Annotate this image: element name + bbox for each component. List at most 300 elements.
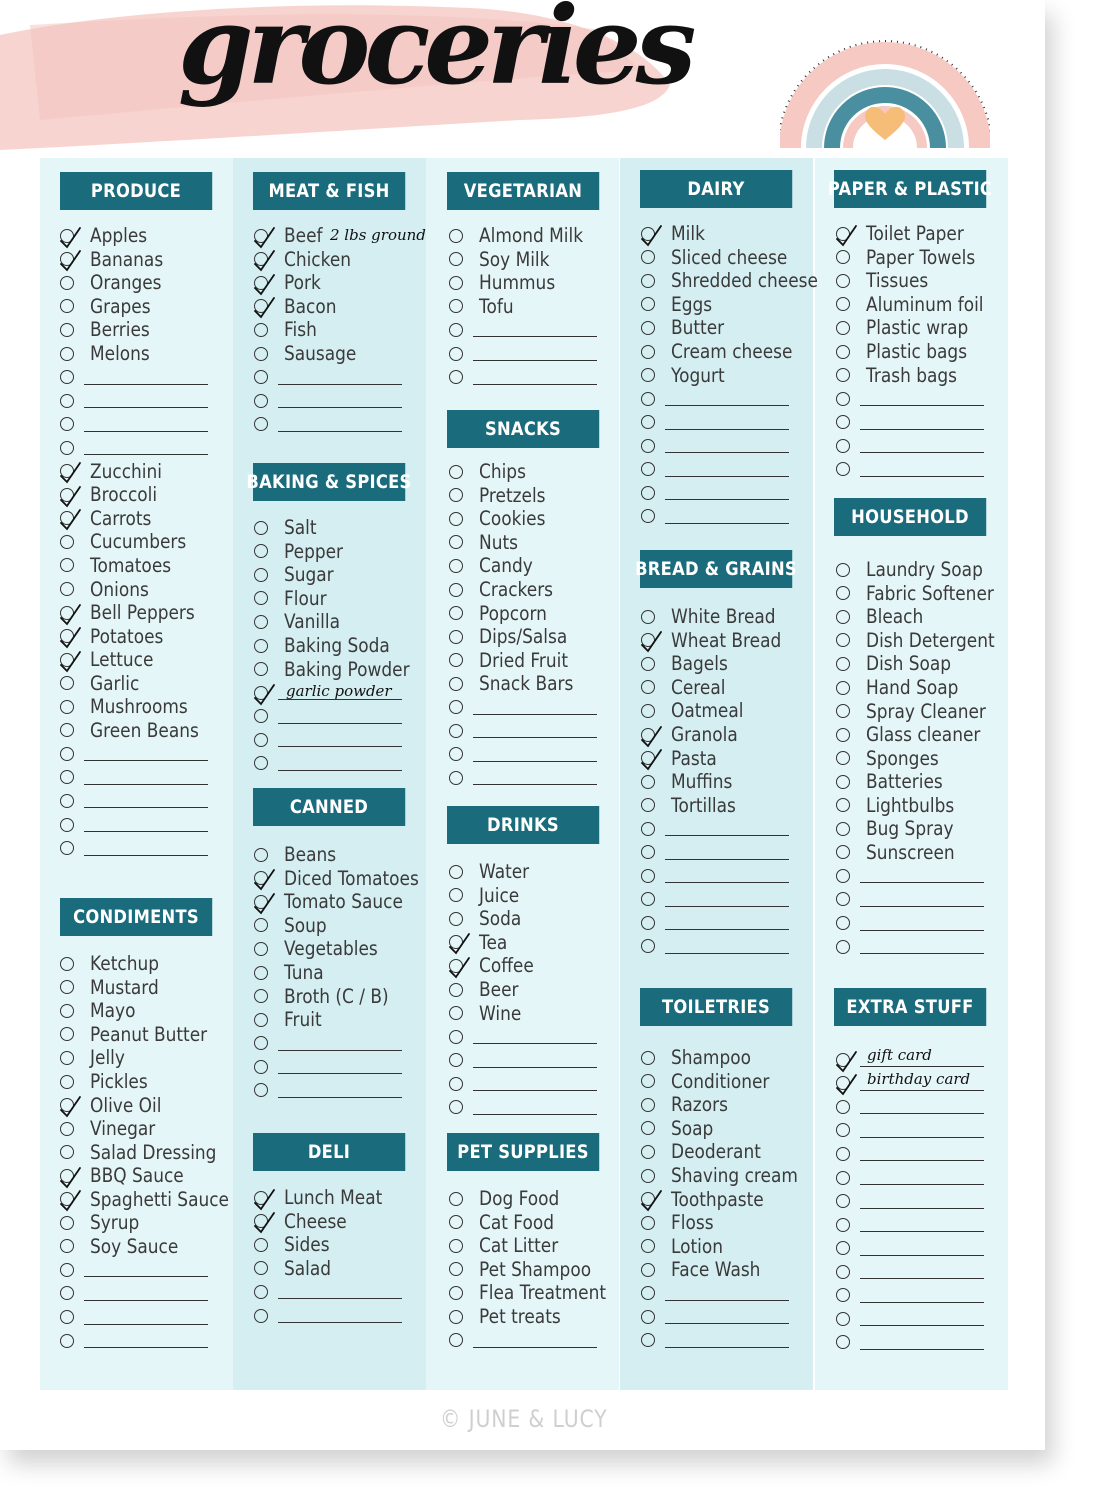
blank-write-line[interactable] xyxy=(665,523,789,524)
checkbox-circle[interactable] xyxy=(254,544,268,558)
list-item[interactable] xyxy=(836,316,1026,340)
checkbox-circle[interactable] xyxy=(641,822,655,836)
list-item[interactable] xyxy=(60,1117,250,1141)
checkbox-circle[interactable] xyxy=(641,1310,655,1324)
blank-write-line[interactable] xyxy=(84,1324,208,1325)
list-item[interactable] xyxy=(641,1140,831,1164)
checkbox-circle[interactable] xyxy=(60,323,74,337)
list-item[interactable] xyxy=(449,554,639,578)
checkbox-circle[interactable] xyxy=(641,1074,655,1088)
checkbox-circle[interactable] xyxy=(60,1169,74,1183)
checkbox-circle[interactable] xyxy=(836,1123,850,1137)
checkbox-circle[interactable] xyxy=(60,1286,74,1300)
blank-write-line[interactable] xyxy=(665,953,789,954)
list-item[interactable] xyxy=(641,935,831,959)
list-item[interactable] xyxy=(836,269,1026,293)
list-item[interactable] xyxy=(641,1070,831,1094)
list-item[interactable] xyxy=(641,246,831,270)
checkbox-circle[interactable] xyxy=(836,462,850,476)
list-item[interactable] xyxy=(449,860,639,884)
checkbox-circle[interactable] xyxy=(449,983,463,997)
blank-write-line[interactable] xyxy=(860,1208,984,1209)
checkbox-circle[interactable] xyxy=(641,1098,655,1112)
checkbox-circle[interactable] xyxy=(254,989,268,1003)
checkbox-circle[interactable] xyxy=(449,747,463,761)
blank-write-line[interactable] xyxy=(473,737,597,738)
list-item[interactable] xyxy=(449,954,639,978)
checkbox-circle[interactable] xyxy=(836,563,850,577)
list-item[interactable] xyxy=(60,1235,250,1259)
checkbox-circle[interactable] xyxy=(449,1239,463,1253)
list-item[interactable] xyxy=(254,271,444,295)
checkbox-circle[interactable] xyxy=(836,845,850,859)
checkbox-circle[interactable] xyxy=(836,1288,850,1302)
checkbox-circle[interactable] xyxy=(641,869,655,883)
checkbox-circle[interactable] xyxy=(60,676,74,690)
checkbox-circle[interactable] xyxy=(641,1192,655,1206)
list-item[interactable] xyxy=(641,387,831,411)
checkbox-circle[interactable] xyxy=(641,1286,655,1300)
checkbox-circle[interactable] xyxy=(449,630,463,644)
checkbox-circle[interactable] xyxy=(449,347,463,361)
checkbox-circle[interactable] xyxy=(836,916,850,930)
list-item[interactable] xyxy=(836,558,1026,582)
list-item[interactable] xyxy=(60,624,250,648)
list-item[interactable] xyxy=(254,365,444,389)
checkbox-circle[interactable] xyxy=(449,1262,463,1276)
checkbox-circle[interactable] xyxy=(641,798,655,812)
list-item[interactable] xyxy=(60,507,250,531)
checkbox-circle[interactable] xyxy=(836,1147,850,1161)
list-item[interactable] xyxy=(254,318,444,342)
checkbox-circle[interactable] xyxy=(60,1216,74,1230)
blank-write-line[interactable] xyxy=(473,360,597,361)
checkbox-circle[interactable] xyxy=(836,751,850,765)
list-item[interactable] xyxy=(641,1211,831,1235)
checkbox-circle[interactable] xyxy=(836,610,850,624)
list-item[interactable] xyxy=(836,1166,1026,1190)
list-item[interactable] xyxy=(449,1258,639,1282)
checkbox-circle[interactable] xyxy=(254,1036,268,1050)
list-item[interactable] xyxy=(449,601,639,625)
blank-write-line[interactable] xyxy=(665,1347,789,1348)
list-item[interactable] xyxy=(254,1210,444,1234)
checkbox-circle[interactable] xyxy=(254,942,268,956)
checkbox-circle[interactable] xyxy=(641,1333,655,1347)
checkbox-circle[interactable] xyxy=(60,535,74,549)
checkbox-circle[interactable] xyxy=(60,1122,74,1136)
list-item[interactable] xyxy=(641,340,831,364)
list-item[interactable] xyxy=(60,671,250,695)
list-item[interactable] xyxy=(254,412,444,436)
checkbox-circle[interactable] xyxy=(254,417,268,431)
list-item[interactable] xyxy=(641,505,831,529)
checkbox-circle[interactable] xyxy=(641,680,655,694)
list-item[interactable] xyxy=(449,271,639,295)
checkbox-circle[interactable] xyxy=(641,633,655,647)
list-item[interactable] xyxy=(449,342,639,366)
checkbox-circle[interactable] xyxy=(254,252,268,266)
list-item[interactable] xyxy=(254,937,444,961)
list-item[interactable] xyxy=(254,1257,444,1281)
list-item[interactable] xyxy=(60,1188,250,1212)
checkbox-circle[interactable] xyxy=(836,1265,850,1279)
checkbox-circle[interactable] xyxy=(60,841,74,855)
blank-write-line[interactable] xyxy=(860,1090,984,1091)
list-item[interactable] xyxy=(641,817,831,841)
checkbox-circle[interactable] xyxy=(641,775,655,789)
checkbox-circle[interactable] xyxy=(836,798,850,812)
list-item[interactable] xyxy=(836,1095,1026,1119)
blank-write-line[interactable] xyxy=(84,1276,208,1277)
list-item[interactable] xyxy=(641,629,831,653)
list-item[interactable] xyxy=(60,766,250,790)
checkbox-circle[interactable] xyxy=(641,486,655,500)
list-item[interactable] xyxy=(254,704,444,728)
checkbox-circle[interactable] xyxy=(254,756,268,770)
list-item[interactable] xyxy=(254,634,444,658)
list-item[interactable] xyxy=(60,412,250,436)
checkbox-circle[interactable] xyxy=(641,1239,655,1253)
checkbox-circle[interactable] xyxy=(60,511,74,525)
list-item[interactable] xyxy=(836,1142,1026,1166)
checkbox-circle[interactable] xyxy=(449,252,463,266)
checkbox-circle[interactable] xyxy=(641,1051,655,1065)
list-item[interactable] xyxy=(60,1305,250,1329)
checkbox-circle[interactable] xyxy=(60,1004,74,1018)
list-item[interactable] xyxy=(449,318,639,342)
list-item[interactable] xyxy=(836,340,1026,364)
list-item[interactable] xyxy=(254,563,444,587)
list-item[interactable] xyxy=(254,984,444,1008)
list-item[interactable] xyxy=(60,1070,250,1094)
checkbox-circle[interactable] xyxy=(60,558,74,572)
list-item[interactable] xyxy=(836,1189,1026,1213)
blank-write-line[interactable] xyxy=(473,1347,597,1348)
list-item[interactable] xyxy=(641,316,831,340)
checkbox-circle[interactable] xyxy=(449,1192,463,1206)
checkbox-circle[interactable] xyxy=(254,521,268,535)
list-item[interactable] xyxy=(449,295,639,319)
list-item[interactable] xyxy=(449,1281,639,1305)
blank-write-line[interactable] xyxy=(278,384,402,385)
checkbox-circle[interactable] xyxy=(836,368,850,382)
list-item[interactable] xyxy=(254,914,444,938)
list-item[interactable] xyxy=(641,410,831,434)
blank-write-line[interactable] xyxy=(84,431,208,432)
checkbox-circle[interactable] xyxy=(836,657,850,671)
checkbox-circle[interactable] xyxy=(641,610,655,624)
list-item[interactable] xyxy=(254,1031,444,1055)
list-item[interactable] xyxy=(641,222,831,246)
list-item[interactable] xyxy=(449,484,639,508)
checkbox-circle[interactable] xyxy=(641,368,655,382)
checkbox-circle[interactable] xyxy=(836,250,850,264)
list-item[interactable] xyxy=(60,483,250,507)
checkbox-circle[interactable] xyxy=(641,704,655,718)
list-item[interactable] xyxy=(449,248,639,272)
blank-write-line[interactable] xyxy=(860,953,984,954)
list-item[interactable] xyxy=(836,676,1026,700)
list-item[interactable] xyxy=(60,836,250,860)
blank-write-line[interactable] xyxy=(473,336,597,337)
checkbox-circle[interactable] xyxy=(449,535,463,549)
checkbox-circle[interactable] xyxy=(641,345,655,359)
checkbox-circle[interactable] xyxy=(60,370,74,384)
list-item[interactable] xyxy=(836,770,1026,794)
checkbox-circle[interactable] xyxy=(836,439,850,453)
checkbox-circle[interactable] xyxy=(449,724,463,738)
checkbox-circle[interactable] xyxy=(60,1263,74,1277)
list-item[interactable] xyxy=(449,1187,639,1211)
checkbox-circle[interactable] xyxy=(60,770,74,784)
checkbox-circle[interactable] xyxy=(641,462,655,476)
checkbox-circle[interactable] xyxy=(254,1060,268,1074)
checkbox-circle[interactable] xyxy=(641,439,655,453)
checkbox-circle[interactable] xyxy=(641,297,655,311)
checkbox-circle[interactable] xyxy=(449,865,463,879)
list-item[interactable] xyxy=(449,696,639,720)
checkbox-circle[interactable] xyxy=(449,1100,463,1114)
checkbox-circle[interactable] xyxy=(254,686,268,700)
blank-write-line[interactable] xyxy=(860,930,984,931)
blank-write-line[interactable] xyxy=(84,1300,208,1301)
blank-write-line[interactable] xyxy=(860,1137,984,1138)
checkbox-circle[interactable] xyxy=(60,488,74,502)
checkbox-circle[interactable] xyxy=(60,980,74,994)
list-item[interactable] xyxy=(254,1280,444,1304)
checkbox-circle[interactable] xyxy=(60,629,74,643)
list-item[interactable] xyxy=(60,1329,250,1353)
list-item[interactable] xyxy=(60,1258,250,1282)
list-item[interactable] xyxy=(449,884,639,908)
blank-write-line[interactable] xyxy=(473,1067,597,1068)
checkbox-circle[interactable] xyxy=(60,606,74,620)
list-item[interactable] xyxy=(836,1307,1026,1331)
checkbox-circle[interactable] xyxy=(836,1194,850,1208)
blank-write-line[interactable] xyxy=(278,1050,402,1051)
list-item[interactable] xyxy=(60,813,250,837)
checkbox-circle[interactable] xyxy=(641,227,655,241)
list-item[interactable] xyxy=(449,1096,639,1120)
list-item[interactable] xyxy=(254,1008,444,1032)
blank-write-line[interactable] xyxy=(473,1090,597,1091)
checkbox-circle[interactable] xyxy=(449,465,463,479)
checkbox-circle[interactable] xyxy=(449,583,463,597)
checkbox-circle[interactable] xyxy=(449,370,463,384)
blank-write-line[interactable] xyxy=(665,499,789,500)
checkbox-circle[interactable] xyxy=(60,1192,74,1206)
list-item[interactable] xyxy=(254,843,444,867)
checkbox-circle[interactable] xyxy=(836,822,850,836)
list-item[interactable] xyxy=(60,224,250,248)
list-item[interactable] xyxy=(60,554,250,578)
blank-write-line[interactable] xyxy=(860,1325,984,1326)
checkbox-circle[interactable] xyxy=(641,1121,655,1135)
checkbox-circle[interactable] xyxy=(254,733,268,747)
list-item[interactable] xyxy=(641,1117,831,1141)
list-item[interactable] xyxy=(60,999,250,1023)
blank-write-line[interactable] xyxy=(665,476,789,477)
list-item[interactable] xyxy=(254,1079,444,1103)
checkbox-circle[interactable] xyxy=(254,709,268,723)
list-item[interactable] xyxy=(60,952,250,976)
list-item[interactable] xyxy=(836,387,1026,411)
checkbox-circle[interactable] xyxy=(254,276,268,290)
checkbox-circle[interactable] xyxy=(836,633,850,647)
checkbox-circle[interactable] xyxy=(60,1075,74,1089)
blank-write-line[interactable] xyxy=(84,784,208,785)
checkbox-circle[interactable] xyxy=(60,394,74,408)
list-item[interactable] xyxy=(641,888,831,912)
checkbox-circle[interactable] xyxy=(449,1286,463,1300)
checkbox-circle[interactable] xyxy=(60,417,74,431)
blank-write-line[interactable] xyxy=(860,1278,984,1279)
checkbox-circle[interactable] xyxy=(254,848,268,862)
list-item[interactable] xyxy=(254,342,444,366)
blank-write-line[interactable] xyxy=(84,384,208,385)
list-item[interactable] xyxy=(254,540,444,564)
list-item[interactable] xyxy=(449,978,639,1002)
list-item[interactable] xyxy=(836,222,1026,246)
list-item[interactable] xyxy=(254,1233,444,1257)
blank-write-line[interactable] xyxy=(84,407,208,408)
checkbox-circle[interactable] xyxy=(449,677,463,691)
blank-write-line[interactable] xyxy=(860,405,984,406)
checkbox-circle[interactable] xyxy=(836,869,850,883)
checkbox-circle[interactable] xyxy=(836,1335,850,1349)
blank-write-line[interactable] xyxy=(860,429,984,430)
list-item[interactable] xyxy=(836,1331,1026,1355)
checkbox-circle[interactable] xyxy=(449,512,463,526)
list-item[interactable] xyxy=(836,841,1026,865)
checkbox-circle[interactable] xyxy=(60,818,74,832)
list-item[interactable] xyxy=(60,648,250,672)
list-item[interactable] xyxy=(641,841,831,865)
checkbox-circle[interactable] xyxy=(60,1310,74,1324)
checkbox-circle[interactable] xyxy=(836,775,850,789)
list-item[interactable] xyxy=(60,530,250,554)
checkbox-circle[interactable] xyxy=(836,1053,850,1067)
checkbox-circle[interactable] xyxy=(254,639,268,653)
checkbox-circle[interactable] xyxy=(449,1006,463,1020)
list-item[interactable] xyxy=(449,672,639,696)
blank-write-line[interactable] xyxy=(860,1184,984,1185)
list-item[interactable] xyxy=(449,531,639,555)
list-item[interactable] xyxy=(641,699,831,723)
checkbox-circle[interactable] xyxy=(254,323,268,337)
list-item[interactable] xyxy=(836,246,1026,270)
blank-write-line[interactable] xyxy=(665,429,789,430)
list-item[interactable] xyxy=(449,460,639,484)
checkbox-circle[interactable] xyxy=(254,591,268,605)
checkbox-circle[interactable] xyxy=(449,959,463,973)
blank-write-line[interactable] xyxy=(860,1066,984,1067)
blank-write-line[interactable] xyxy=(665,1300,789,1301)
checkbox-circle[interactable] xyxy=(449,1333,463,1347)
list-item[interactable] xyxy=(60,365,250,389)
checkbox-circle[interactable] xyxy=(60,299,74,313)
checkbox-circle[interactable] xyxy=(641,274,655,288)
list-item[interactable] xyxy=(641,770,831,794)
blank-write-line[interactable] xyxy=(278,770,402,771)
list-item[interactable] xyxy=(449,365,639,389)
list-item[interactable] xyxy=(60,1140,250,1164)
checkbox-circle[interactable] xyxy=(641,392,655,406)
checkbox-circle[interactable] xyxy=(449,888,463,902)
blank-write-line[interactable] xyxy=(278,1322,402,1323)
checkbox-circle[interactable] xyxy=(836,892,850,906)
list-item[interactable] xyxy=(836,458,1026,482)
checkbox-circle[interactable] xyxy=(836,297,850,311)
checkbox-circle[interactable] xyxy=(449,606,463,620)
blank-write-line[interactable] xyxy=(278,1097,402,1098)
blank-write-line[interactable] xyxy=(84,760,208,761)
blank-write-line[interactable] xyxy=(84,454,208,455)
list-item[interactable] xyxy=(254,890,444,914)
list-item[interactable] xyxy=(60,389,250,413)
checkbox-circle[interactable] xyxy=(60,347,74,361)
blank-write-line[interactable] xyxy=(278,1073,402,1074)
checkbox-circle[interactable] xyxy=(641,1169,655,1183)
blank-write-line[interactable] xyxy=(84,807,208,808)
checkbox-circle[interactable] xyxy=(254,370,268,384)
blank-write-line[interactable] xyxy=(84,855,208,856)
list-item[interactable] xyxy=(60,318,250,342)
checkbox-circle[interactable] xyxy=(836,940,850,954)
checkbox-circle[interactable] xyxy=(449,1310,463,1324)
checkbox-circle[interactable] xyxy=(254,1309,268,1323)
list-item[interactable] xyxy=(449,578,639,602)
checkbox-circle[interactable] xyxy=(836,415,850,429)
list-item[interactable] xyxy=(254,1186,444,1210)
checkbox-circle[interactable] xyxy=(449,1053,463,1067)
checkbox-circle[interactable] xyxy=(254,229,268,243)
list-item[interactable] xyxy=(836,817,1026,841)
list-item[interactable] xyxy=(641,293,831,317)
blank-write-line[interactable] xyxy=(665,859,789,860)
list-item[interactable] xyxy=(641,605,831,629)
list-item[interactable] xyxy=(641,652,831,676)
checkbox-circle[interactable] xyxy=(60,276,74,290)
list-item[interactable] xyxy=(641,481,831,505)
list-item[interactable] xyxy=(836,434,1026,458)
list-item[interactable] xyxy=(60,460,250,484)
blank-write-line[interactable] xyxy=(473,784,597,785)
list-item[interactable] xyxy=(449,224,639,248)
list-item[interactable] xyxy=(60,719,250,743)
checkbox-circle[interactable] xyxy=(449,488,463,502)
list-item[interactable] xyxy=(449,648,639,672)
checkbox-circle[interactable] xyxy=(60,1098,74,1112)
list-item[interactable] xyxy=(641,1093,831,1117)
checkbox-circle[interactable] xyxy=(836,227,850,241)
checkbox-circle[interactable] xyxy=(60,1051,74,1065)
list-item[interactable] xyxy=(836,911,1026,935)
checkbox-circle[interactable] xyxy=(449,299,463,313)
checkbox-circle[interactable] xyxy=(836,1218,850,1232)
list-item[interactable] xyxy=(60,342,250,366)
list-item[interactable] xyxy=(641,793,831,817)
blank-write-line[interactable] xyxy=(665,929,789,930)
blank-write-line[interactable] xyxy=(473,384,597,385)
blank-write-line[interactable] xyxy=(278,407,402,408)
blank-write-line[interactable] xyxy=(860,1160,984,1161)
list-item[interactable] xyxy=(836,652,1026,676)
list-item[interactable] xyxy=(449,1211,639,1235)
blank-write-line[interactable] xyxy=(860,452,984,453)
checkbox-circle[interactable] xyxy=(60,229,74,243)
